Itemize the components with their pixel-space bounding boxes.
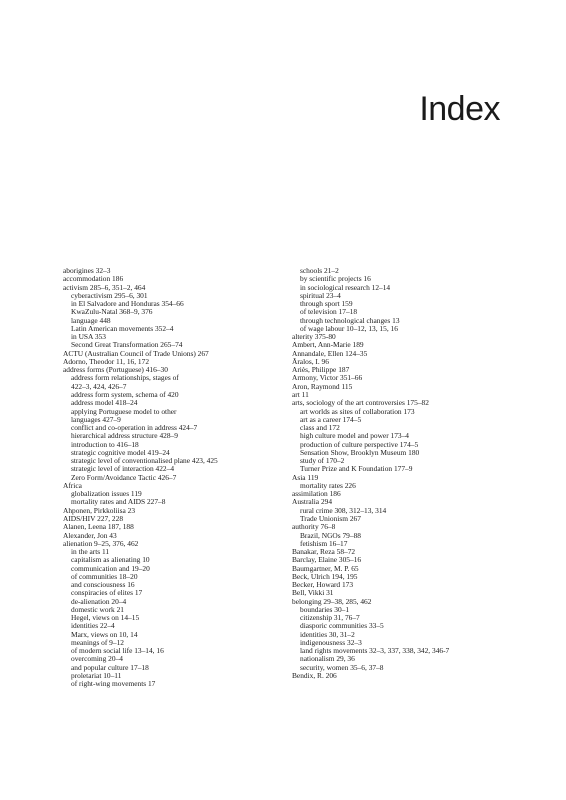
index-subentry: meanings of 9–12 — [71, 637, 124, 647]
index-subentry: art worlds as sites of collaboration 173 — [300, 406, 415, 416]
index-subentry: domestic work 21 — [71, 604, 124, 614]
index-subentry: conspiracies of elites 17 — [71, 588, 143, 598]
index-entry: alterity 375-80 — [292, 332, 336, 342]
index-subentry: of modern social life 13–14, 16 — [71, 646, 164, 656]
index-subentry: diasporic communities 33–5 — [300, 621, 384, 631]
index-entry: Africa — [63, 480, 82, 490]
index-subentry: study of 170–2 — [300, 456, 345, 466]
index-subentry: schools 21–2 — [300, 266, 339, 275]
index-entry: Armony, Victor 351–66 — [292, 373, 363, 383]
index-entry: belonging 29–38, 285, 462 — [292, 596, 372, 606]
index-entry: Banakar, Reza 58–72 — [292, 547, 356, 557]
index-entry: address forms (Portuguese) 416–30 — [63, 365, 168, 375]
index-subentry: proletariat 10–11 — [71, 671, 122, 681]
index-subentry: spiritual 23–4 — [300, 290, 341, 300]
index-subentry: high culture model and power 173–4 — [300, 431, 409, 441]
index-subentry: address form system, schema of 420 — [71, 389, 179, 399]
index-subentry: security, women 35–6, 37–8 — [300, 662, 384, 672]
index-entry: Ahponen, Pirkkoliisa 23 — [63, 505, 136, 515]
index-subentry: Zero Form/Avoidance Tactic 426–7 — [71, 472, 177, 482]
index-subentry: nationalism 29, 36 — [300, 654, 355, 664]
index-subentry: Marx, views on 10, 14 — [71, 629, 138, 639]
index-subentry: through technological changes 13 — [300, 315, 400, 325]
index-subentry: citizenship 31, 76–7 — [300, 613, 360, 623]
index-entry: Aron, Raymond 115 — [292, 381, 353, 391]
index-subentry: and consciousness 16 — [71, 580, 135, 590]
index-subentry: Latin American movements 352–4 — [71, 323, 174, 333]
index-column-left — [63, 267, 283, 689]
index-subentry: identities 30, 31–2 — [300, 629, 355, 639]
index-subentry: introduction to 416–18 — [71, 439, 139, 449]
index-entry: aborigines 32–3 — [63, 266, 111, 275]
index-subentry: Trade Unionism 267 — [300, 513, 361, 523]
index-subentry: de-alienation 20–4 — [71, 596, 127, 606]
index-subentry: of communities 18–20 — [71, 571, 138, 581]
index-entry: alienation 9–25, 376, 462 — [63, 538, 139, 548]
index-subentry: Second Great Transformation 265–74 — [71, 340, 183, 350]
index-entry: Ambert, Ann-Marie 189 — [292, 340, 364, 350]
index-subentry: hierarchical address structure 428–9 — [71, 431, 178, 441]
index-subentry: languages 427–9 — [71, 414, 121, 424]
index-entry: Australia 294 — [292, 497, 333, 507]
index-subentry: address model 418–24 — [71, 398, 138, 408]
index-entry: AIDS/HIV 227, 228 — [63, 513, 124, 523]
index-subentry: Sensation Show, Brooklyn Museum 180 — [300, 447, 420, 457]
index-subentry: overcoming 20–4 — [71, 654, 123, 664]
index-subentry: indigenousness 32–3 — [300, 637, 362, 647]
index-subentry: of television 17–18 — [300, 307, 358, 317]
index-subentry: mortality rates 226 — [300, 480, 356, 490]
index-subentry: strategic level of interaction 422–4 — [71, 464, 175, 474]
index-subentry: cyberactivism 295–6, 301 — [71, 290, 148, 300]
index-subentry: Turner Prize and K Foundation 177–9 — [300, 464, 413, 474]
index-entry: activism 285–6, 351–2, 464 — [63, 282, 146, 292]
index-entry: Adorno, Theodor 11, 16, 172 — [63, 356, 150, 366]
index-subentry: strategic level of conventionalised plane 423, 425 — [71, 456, 218, 466]
index-entry: Ãralos, I. 96 — [292, 356, 329, 366]
index-subentry: Brazil, NGOs 79–88 — [300, 530, 361, 540]
index-subentry: communication and 19–20 — [71, 563, 150, 573]
index-entry: Beck, Ulrich 194, 195 — [292, 571, 358, 581]
index-entry: Bell, Vikki 31 — [292, 588, 334, 598]
index-subentry: and popular culture 17–18 — [71, 662, 149, 672]
index-entry: arts, sociology of the art controversies 175–82 — [292, 398, 429, 408]
index-entry: Annandale, Ellen 124–35 — [292, 348, 368, 358]
index-subentry: boundaries 30–1 — [300, 604, 350, 614]
index-entry: Barclay, Elaine 305–16 — [292, 555, 362, 565]
index-entry: Alexander, Jon 43 — [63, 530, 117, 540]
index-entry: Baumgartner, M. P. 65 — [292, 563, 359, 573]
index-subentry: conflict and co-operation in address 424–7 — [71, 423, 198, 433]
index-subentry: class and 172 — [300, 423, 340, 433]
index-subentry: in El Salvadore and Honduras 354–66 — [71, 299, 184, 309]
index-subentry: KwaZulu-Natal 368–9, 376 — [71, 307, 153, 317]
index-entry: ACTU (Australian Council of Trade Unions) 267 — [63, 348, 209, 358]
index-subentry: in USA 353 — [71, 332, 106, 342]
index-entry: Alanen, Leena 187, 188 — [63, 522, 134, 532]
index-subentry: of right-wing movements 17 — [71, 679, 156, 689]
index-entry: Ariès, Philippe 187 — [292, 365, 350, 375]
index-subentry: mortality rates and AIDS 227–8 — [71, 497, 166, 507]
index-column-right — [292, 267, 512, 680]
index-subentry: fetishism 16–17 — [300, 538, 348, 548]
index-subentry: by scientific projects 16 — [300, 274, 371, 284]
index-subentry: applying Portuguese model to other — [71, 406, 177, 416]
index-entry: accommodation 186 — [63, 274, 124, 284]
index-subentry: in the arts 11 — [71, 547, 110, 557]
index-subentry: identities 22–4 — [71, 621, 115, 631]
index-subentry: language 448 — [71, 315, 111, 325]
index-subentry: production of culture perspective 174–5 — [300, 439, 419, 449]
index-subentry: Hegel, views on 14–15 — [71, 613, 140, 623]
index-subentry: rural crime 308, 312–13, 314 — [300, 505, 387, 515]
index-subentry: in sociological research 12–14 — [300, 282, 391, 292]
index-entry: authority 76–8 — [292, 522, 336, 532]
index-entry: art 11 — [292, 389, 309, 399]
index-subentry: globalization issues 119 — [71, 489, 142, 499]
index-subentry: address form relationships, stages of — [71, 373, 179, 383]
index-subentry: strategic cognitive model 419–24 — [71, 447, 170, 457]
index-entry: Becker, Howard 173 — [292, 580, 354, 590]
index-subentry: 422–3, 424, 426–7 — [71, 381, 127, 391]
index-subentry: of wage labour 10–12, 13, 15, 16 — [300, 323, 398, 333]
index-entry: Bendix, R. 206 — [292, 671, 337, 681]
index-subentry: capitalism as alienating 10 — [71, 555, 150, 565]
index-entry: Asia 119 — [292, 472, 319, 482]
index-subentry: land rights movements 32–3, 337, 338, 342, 346-7 — [300, 646, 450, 656]
index-entry: assimilation 186 — [292, 489, 341, 499]
page-title: Index — [419, 90, 500, 128]
index-subentry: through sport 159 — [300, 299, 353, 309]
index-subentry: art as a career 174–5 — [300, 414, 362, 424]
